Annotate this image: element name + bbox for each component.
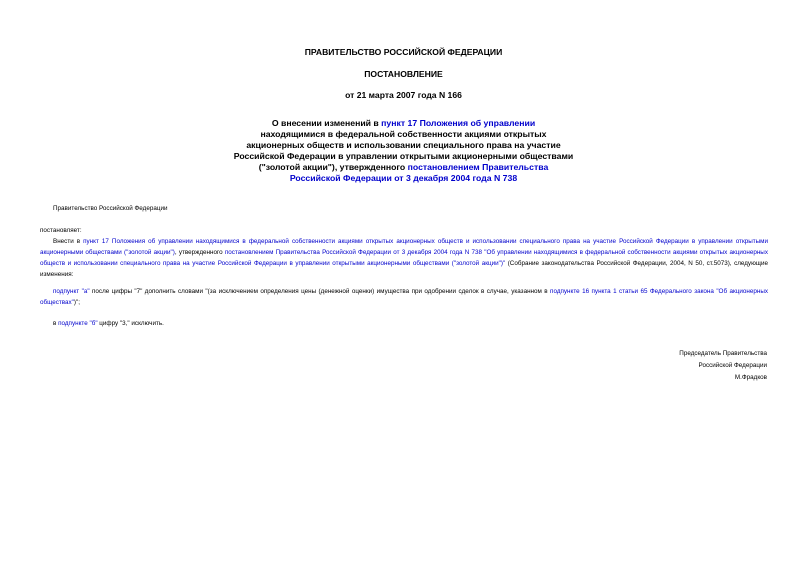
title-line-2: находящимися в федеральной собственности акциями открытых: [260, 129, 547, 139]
title-line-6: [0, 173, 807, 184]
signature-name: М.Фрадков: [734, 374, 767, 381]
link-decree-738[interactable]: постановлением Правительства Российской Федерации от 3 декабря 2004 года N 738 "Об управлении находящимися в федеральной собственности акциями открытых акционерных обществ и использовании специального права на участие Российской Федерации в управлении открытыми акционерными обществами ("золотой акции")": [40, 249, 768, 267]
title-line-1: О внесении изменений в пункт 17 Положения об управлении: [271, 118, 536, 128]
document-title: [0, 118, 807, 184]
link-subpoint-a[interactable]: подпункт "а": [53, 288, 90, 295]
title-line-5: ("золотой акции"), утвержденного постановлением Правительства: [258, 162, 549, 172]
signature-block: [679, 348, 767, 384]
decrees-text: постановляет:: [40, 227, 82, 234]
document-date: от 21 марта 2007 года N 166: [345, 90, 462, 100]
title-link-decree-b[interactable]: Российской Федерации от 3 декабря 2004 года N 738: [289, 173, 518, 183]
link-point17[interactable]: пункт 17 Положения об управлении находящимися в федеральной собственности акциями открытых акционерных обществ и использовании специального права на участие Российской Федерации в управлении открытыми акционерными обществами ("золотой акции"): [40, 238, 768, 256]
paragraph-subpoint-a: подпункт "а" после цифры "7" дополнить словами "(за исключением определения цены (денежной оценки) имущества при одобрении сделок в случае, указанном в подпункте 16 пункта 1 статьи 65 Федерального закона "Об акционерных обществах")";: [40, 288, 768, 306]
paragraph-subpoint-b: в подпункте "б" цифру "3," исключить.: [53, 320, 164, 327]
link-subpoint-b[interactable]: подпункте "б": [58, 320, 98, 327]
signature-position: Председатель Правительства: [679, 350, 767, 357]
title-line-4: Российской Федерации в управлении открытыми акционерными обществами: [233, 151, 574, 161]
paragraph-main: Внести в пункт 17 Положения об управлении находящимися в федеральной собственности акциями открытых акционерных обществ и использовании специального права на участие Российской Федерации в управлении открытыми акционерными обществами ("золотой акции"), утвержденного постановлением Правительства Российской Федерации от 3 декабря 2004 года N 738 "Об управлении находящимися в федеральной собственности акциями открытых акционерных обществ и использовании специального права на участие Российской Федерации в управлении открытыми акционерными обществами ("золотой акции")" (Собрание законодательства Российской Федерации, 2004, N 50, ст.5073), следующие изменения:: [40, 238, 768, 278]
document-type: ПОСТАНОВЛЕНИЕ: [364, 69, 443, 79]
link-federal-law[interactable]: подпункте 16 пункта 1 статьи 65 Федерального закона "Об акционерных обществах": [40, 288, 768, 306]
title-line-3: акционерных обществ и использовании специального права на участие: [246, 140, 561, 150]
issuer-text: Правительство Российской Федерации: [53, 205, 168, 212]
issuer-heading: ПРАВИТЕЛЬСТВО РОССИЙСКОЙ ФЕДЕРАЦИИ: [304, 47, 503, 57]
title-link-decree-a[interactable]: постановлением Правительства: [407, 162, 549, 172]
signature-country: Российской Федерации: [698, 362, 767, 369]
title-link-point17[interactable]: пункт 17 Положения об управлении: [381, 118, 536, 128]
